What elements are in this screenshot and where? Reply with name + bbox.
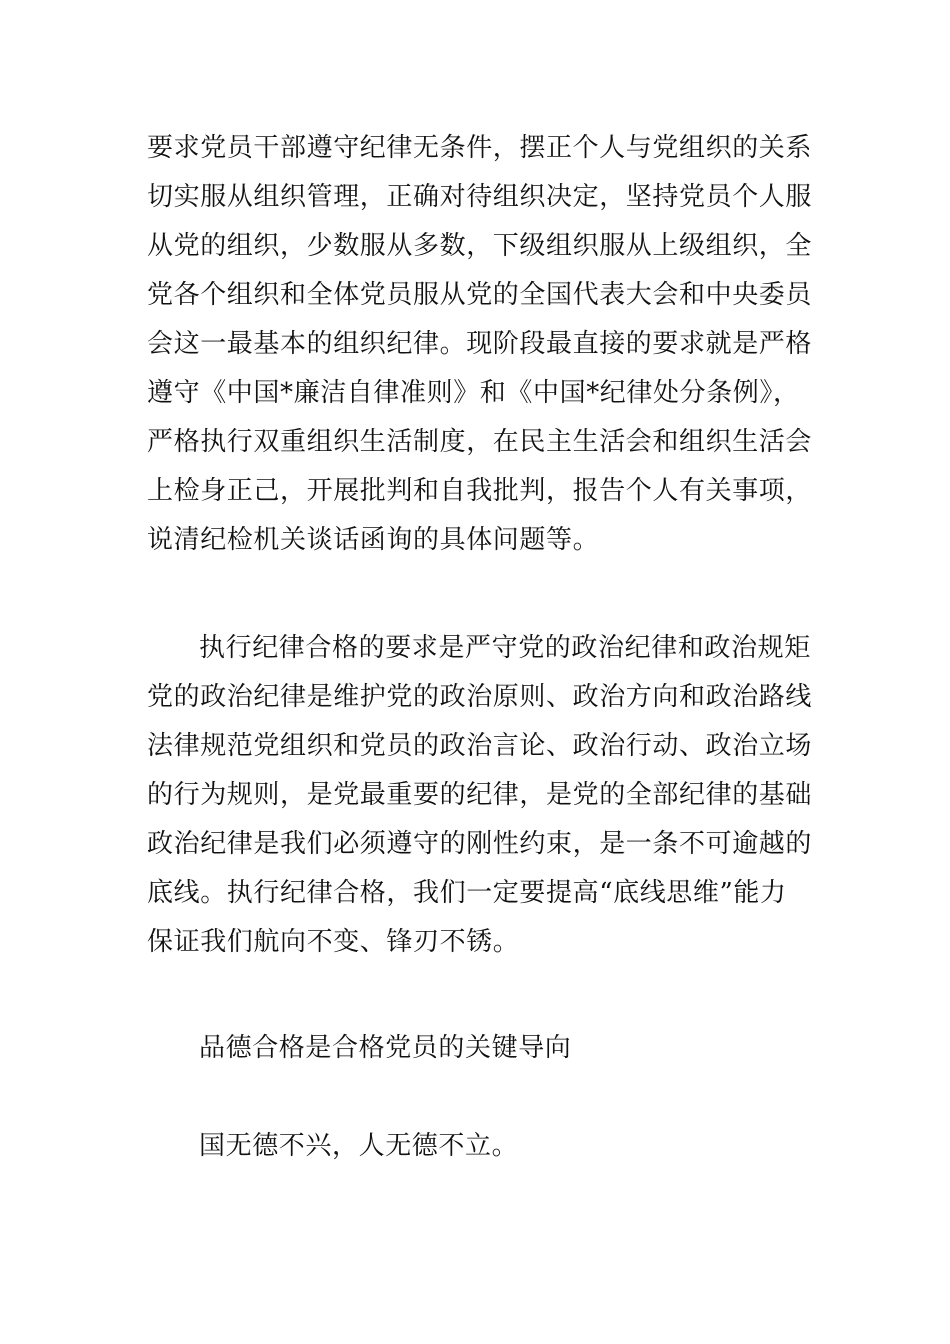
text-line: 从党的组织，少数服从多数，下级组织服从上级组织，全 [147,231,813,261]
text-line: 严格执行双重组织生活制度，在民主生活会和组织生活会 [147,427,813,457]
text-line: 说清纪检机关谈话函询的具体问题等。 [147,525,600,555]
text-line: 的行为规则，是党最重要的纪律，是党的全部纪律的基础 [147,780,813,810]
text-line: 会这一最基本的组织纪律。现阶段最直接的要求就是严格 [147,329,813,359]
text-line: 政治纪律是我们必须遵守的刚性约束，是一条不可逾越的 [147,829,813,859]
text-line: 国无德不兴，人无德不立。 [199,1131,519,1161]
text-line: 要求党员干部遵守纪律无条件，摆正个人与党组织的关系 [147,133,813,163]
paragraph-morality [147,1122,812,1171]
text-line: 执行纪律合格的要求是严守党的政治纪律和政治规矩 [199,633,811,663]
text-line: 党的政治纪律是维护党的政治原则、政治方向和政治路线 [147,682,813,712]
text-line: 法律规范党组织和党员的政治言论、政治行动、政治立场 [147,731,813,761]
heading-text: 品德合格是合格党员的关键导向 [199,1033,572,1063]
text-line: 底线。执行纪律合格，我们一定要提高“底线思维”能力 [147,878,787,908]
text-line: 党各个组织和全体党员服从党的全国代表大会和中央委员 [147,280,813,310]
text-line: 遵守《中国*廉洁自律准则》和《中国*纪律处分条例》， [147,378,800,408]
paragraph-discipline-requirements [147,124,812,565]
text-line: 保证我们航向不变、锋刃不锈。 [147,927,520,957]
paragraph-political-discipline [147,624,812,967]
text-line: 切实服从组织管理，正确对待组织决定，坚持党员个人服 [147,182,813,212]
section-heading [147,1024,812,1073]
text-line: 上检身正己，开展批判和自我批判，报告个人有关事项， [147,476,813,506]
